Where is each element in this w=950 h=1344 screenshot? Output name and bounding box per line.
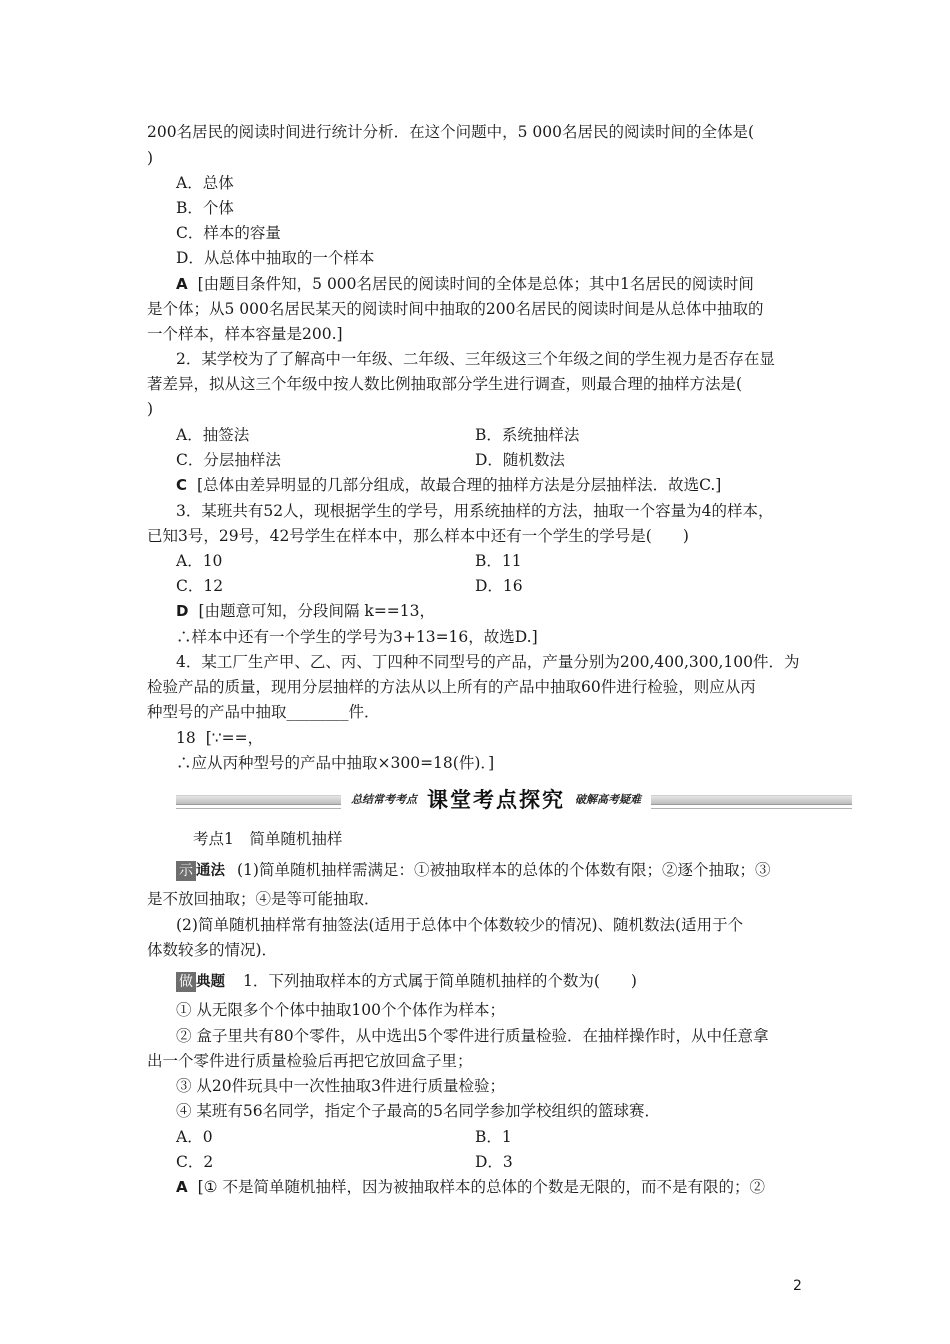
q3-stem-line: 已知3号，29号，42号学生在样本中，那么样本中还有一个学生的学号是( ): [147, 527, 689, 545]
q3-stem-line: 3．某班共有52人，现根据学生的学号，用系统抽样的方法，抽取一个容量为4的样本，: [176, 502, 774, 520]
q3-option-d: D．16: [475, 577, 523, 595]
q2-answer-line: [176, 475, 721, 495]
method-line: (2)简单随机抽样常有抽签法(适用于总体中个体数较少的情况)、随机数法(适用于个: [176, 916, 744, 934]
q1-stem-line: 200名居民的阅读时间进行统计分析．在这个问题中，5 000名居民的阅读时间的全体是(: [147, 123, 755, 141]
q4-answer-line: [176, 728, 263, 748]
answer-text: [由题目条件知，5 000名居民的阅读时间的全体是总体；其中1名居民的阅读时间: [197, 275, 754, 293]
q1-option-d: D．从总体中抽取的一个样本: [176, 249, 375, 267]
page-number: 2: [793, 1278, 802, 1294]
method-line: [176, 860, 770, 881]
q3-answer-line: [176, 601, 435, 621]
answer-letter: A: [176, 1178, 188, 1196]
q2-option-a: A．抽签法: [176, 426, 250, 444]
example-line: [176, 971, 637, 992]
example-answer-line: [176, 1177, 765, 1197]
method-tag: [176, 860, 225, 881]
example-item-1: ① 从无限多个个体中抽取100个个体作为样本；: [176, 1001, 506, 1019]
banner-title: 课堂考点探究: [427, 788, 565, 812]
q2-option-d: D．随机数法: [475, 451, 565, 469]
example-option-a: A．0: [176, 1128, 213, 1146]
q2-stem-line: 2．某学校为了了解高中一年级、二年级、三年级这三个年级之间的学生视力是否存在显: [176, 350, 775, 368]
banner-right-text: 破解高考疑难: [575, 793, 641, 806]
example-option-b: B．1: [475, 1128, 512, 1146]
section-banner: [176, 788, 852, 810]
answer-letter: C: [176, 476, 188, 494]
q1-answer-line: 是个体；从5 000名居民某天的阅读时间中抽取的200名居民的阅读时间是从总体中抽取的: [147, 300, 764, 318]
method-line: 是不放回抽取；④是等可能抽取．: [147, 890, 380, 908]
answer-text: [∵==，: [205, 729, 264, 747]
answer-value: 18: [176, 729, 196, 747]
q1-option-c: C．样本的容量: [176, 224, 281, 242]
q2-stem-line: ): [147, 400, 154, 418]
example-option-c: C．2: [176, 1153, 214, 1171]
q4-stem-line: 检验产品的质量，现用分层抽样的方法从以上所有的产品中抽取60件进行检验，则应从丙: [147, 678, 756, 696]
example-item-2-cont: 出一个零件进行质量检验后再把它放回盒子里；: [147, 1052, 473, 1070]
banner-left-text: 总结常考考点: [351, 793, 417, 806]
example-tag-key: 做: [176, 972, 196, 992]
example-option-d: D．3: [475, 1153, 513, 1171]
banner-title-group: [341, 785, 651, 813]
q4-answer-line: ∴应从丙种型号的产品中抽取×300=18(件)．]: [176, 754, 495, 772]
q3-answer-line: ∴样本中还有一个学生的学号为3+13=16，故选D.]: [176, 628, 538, 646]
q1-answer-line: 一个样本，样本容量是200.]: [147, 325, 343, 343]
q2-stem-line: 著差异，拟从这三个年级中按人数比例抽取部分学生进行调查，则最合理的抽样方法是(: [147, 375, 743, 393]
answer-text: [由题意可知，分段间隔 k==13，: [198, 602, 436, 620]
q1-option-b: B．个体: [176, 199, 234, 217]
example-tag-rest: 典题: [196, 974, 225, 990]
q3-option-c: C．12: [176, 577, 224, 595]
method-tag-rest: 通法: [196, 863, 225, 879]
q1-stem-line: ): [147, 149, 154, 167]
example-item-3: ③ 从20件玩具中一次性抽取3件进行质量检验；: [176, 1077, 506, 1095]
q3-option-a: A．10: [176, 552, 223, 570]
example-item-4: ④ 某班有56名同学，指定个子最高的5名同学参加学校组织的篮球赛．: [176, 1102, 661, 1120]
answer-letter: A: [176, 275, 188, 293]
section-heading: 考点1 简单随机抽样: [193, 830, 343, 848]
method-tag-key: 示: [176, 861, 196, 881]
q4-stem-line: 种型号的产品中抽取________件．: [147, 703, 380, 721]
example-question: 1．下列抽取样本的方式属于简单随机抽样的个数为( ): [243, 972, 637, 990]
method-line: 体数较多的情况)．: [147, 941, 278, 959]
q3-option-b: B．11: [475, 552, 522, 570]
answer-letter: D: [176, 602, 189, 620]
q2-option-b: B．系统抽样法: [475, 426, 580, 444]
q1-answer-line: [176, 274, 754, 294]
q1-option-a: A．总体: [176, 174, 234, 192]
example-tag: [176, 971, 225, 992]
method-text: (1)简单随机抽样需满足：①被抽取样本的总体的个体数有限；②逐个抽取；③: [237, 861, 771, 879]
example-item-2: ② 盒子里共有80个零件，从中选出5个零件进行质量检验．在抽样操作时，从中任意拿: [176, 1027, 769, 1045]
answer-text: [① 不是简单随机抽样，因为被抽取样本的总体的个数是无限的，而不是有限的；②: [197, 1178, 765, 1196]
answer-text: [总体由差异明显的几部分组成，故最合理的抽样方法是分层抽样法．故选C.]: [197, 476, 722, 494]
q4-stem-line: 4．某工厂生产甲、乙、丙、丁四种不同型号的产品，产量分别为200,400,300,100件．为: [176, 653, 800, 671]
q2-option-c: C．分层抽样法: [176, 451, 281, 469]
